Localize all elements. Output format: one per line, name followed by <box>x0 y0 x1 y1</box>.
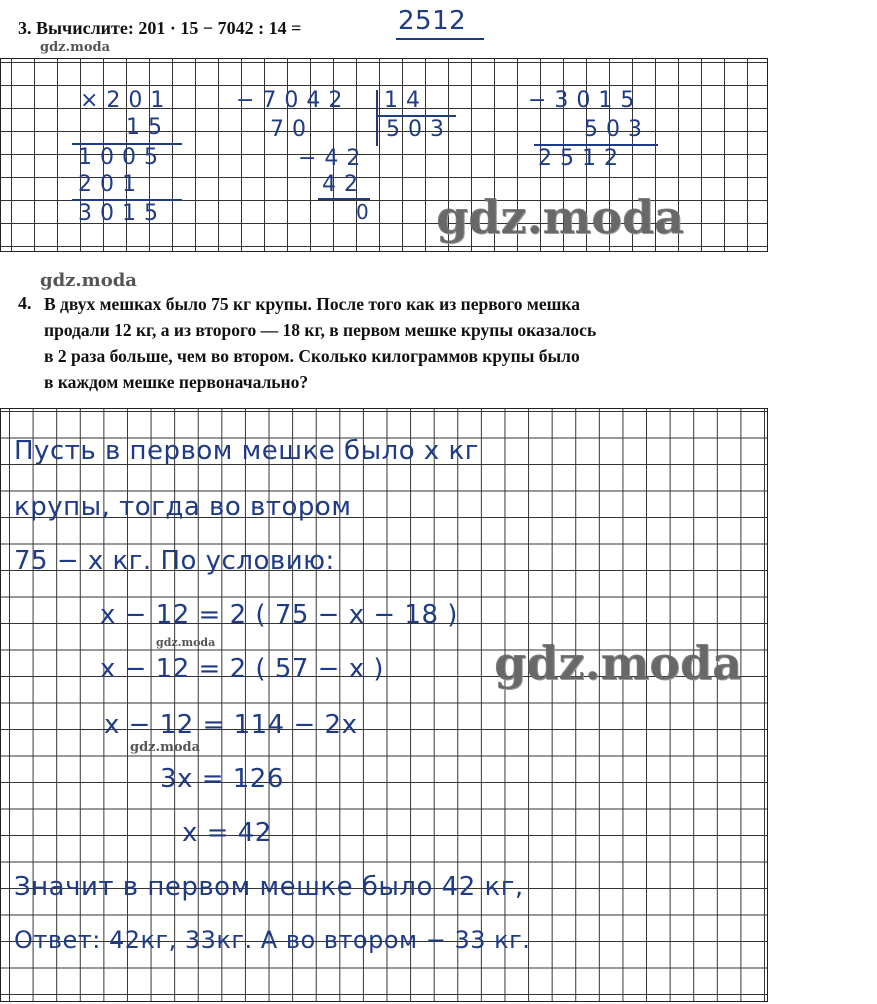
task3-expression: 201 · 15 − 7042 : 14 = <box>138 18 302 38</box>
div-row-3: − 4 2 <box>298 146 361 171</box>
task4-line-3: в 2 раза больше, чем во втором. Сколько килограммов крупы было <box>44 346 580 366</box>
sub-row-2: 5 0 3 <box>584 117 643 142</box>
mult-row-4: 2 0 1 <box>78 172 137 197</box>
watermark-small-4: gdz.moda <box>130 740 201 755</box>
sub-row-3: 2 5 1 2 <box>538 146 619 171</box>
watermark-big-2: gdz.moda <box>494 636 742 690</box>
task3-label: Вычислите: <box>36 18 134 38</box>
mult-row-1: × 2 0 1 <box>80 88 165 113</box>
solution-line-6: x − 12 = 114 − 2x <box>104 710 358 740</box>
task4-line-4: в каждом мешке первоначально? <box>44 372 309 392</box>
solution-line-8: x = 42 <box>182 818 272 848</box>
solution-line-1: Пусть в первом мешке было x кг <box>14 436 479 466</box>
task4-line-1: В двух мешках было 75 кг крупы. После того как из первого мешка <box>44 294 580 314</box>
div-divisor: 1 4 <box>384 88 421 113</box>
watermark-small-1: gdz.moda <box>40 40 111 55</box>
mult-row-2: 1 5 <box>126 115 163 140</box>
task3-answer-underline <box>396 38 484 40</box>
solution-line-4: x − 12 = 2 ( 75 − x − 18 ) <box>100 600 458 630</box>
task4-number: 4. <box>18 293 32 313</box>
div-row-5: 0 <box>356 200 370 224</box>
task3-number: 3. <box>18 18 32 38</box>
watermark-big-1: gdz.moda <box>436 190 684 244</box>
solution-line-7: 3x = 126 <box>160 764 284 794</box>
div-corner-vertical <box>376 90 378 146</box>
solution-line-3: 75 − x кг. По условию: <box>14 546 335 576</box>
solution-line-9: Значит в первом мешке было 42 кг, <box>14 872 524 902</box>
div-row-4: 4 2 <box>322 172 359 197</box>
div-row-1: − 7 0 4 2 <box>236 88 343 113</box>
div-quotient: 5 0 3 <box>386 117 445 142</box>
mult-row-3: 1 0 0 5 <box>78 145 159 170</box>
watermark-small-3: gdz.moda <box>156 636 216 649</box>
sub-row-1: − 3 0 1 5 <box>528 88 635 113</box>
solution-line-2: крупы, тогда во втором <box>14 492 352 522</box>
solution-line-10: Ответ: 42кг, 33кг. А во втором − 33 кг. <box>14 926 531 954</box>
solution-line-5: x − 12 = 2 ( 57 − x ) <box>100 654 385 684</box>
watermark-small-2: gdz.moda <box>40 270 137 291</box>
mult-row-5: 3 0 1 5 <box>78 201 159 226</box>
task3-header <box>18 18 301 39</box>
div-row-2: 7 0 <box>270 117 307 142</box>
task4-line-2: продали 12 кг, а из второго — 18 кг, в первом мешке крупы оказалось <box>44 320 597 340</box>
task3-answer: 2512 <box>398 6 467 36</box>
